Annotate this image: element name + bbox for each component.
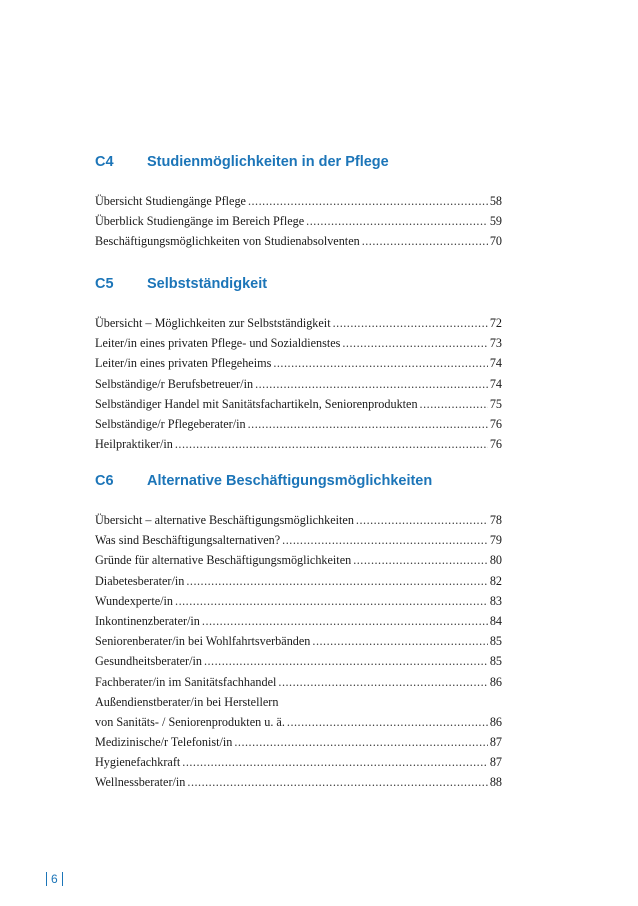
toc-entry — [95, 211, 502, 231]
toc-entry-title: Beschäftigungsmöglichkeiten von Studienabsolventen — [95, 234, 360, 249]
toc-entry-page: 59 — [489, 214, 502, 229]
toc-entry — [95, 752, 502, 772]
toc-entry — [95, 394, 502, 414]
dot-leader — [273, 353, 487, 373]
dot-leader — [186, 571, 487, 591]
toc-list — [95, 510, 502, 793]
section-code: C6 — [95, 473, 114, 489]
toc-entry-title-line: Außendienstberater/in bei Herstellern — [95, 694, 279, 709]
toc-entry-title: Was sind Beschäftigungsalternativen? — [95, 533, 281, 548]
page-number — [46, 872, 63, 886]
toc-entry — [95, 732, 502, 752]
toc-entry-title: Übersicht – alternative Beschäftigungsmöglichkeiten — [95, 513, 354, 527]
toc-entry-title: Selbständiger Handel mit Sanitätsfachartikeln, Seniorenprodukten — [95, 396, 418, 411]
toc-entry — [95, 191, 502, 211]
toc-entry-page: 86 — [489, 714, 502, 729]
toc-entry-page: 87 — [489, 755, 502, 770]
dot-leader — [342, 333, 487, 353]
toc-entry — [95, 550, 502, 570]
toc-entry-title: Übersicht – Möglichkeiten zur Selbstständigkeit — [95, 316, 331, 330]
toc-entry-title: Diabetesberater/in — [95, 573, 185, 588]
folio-bar-right — [62, 872, 63, 886]
toc-entry-title: Überblick Studiengänge im Bereich Pflege — [95, 214, 305, 229]
toc-entry — [95, 591, 502, 611]
toc-entry — [95, 611, 502, 631]
toc-entry-title: Heilpraktiker/in — [95, 437, 173, 452]
toc-entry-page: 76 — [489, 437, 502, 452]
toc-section-c6 — [95, 473, 502, 793]
toc-entry-page: 82 — [489, 573, 502, 588]
toc-entry-page: 78 — [489, 513, 502, 527]
toc-entry-title: Wellnessberater/in — [95, 775, 186, 790]
toc-entry-page: 75 — [489, 396, 502, 411]
section-heading — [95, 473, 502, 493]
toc-entry — [95, 571, 502, 591]
section-heading — [95, 154, 502, 174]
toc-entry-title: Leiter/in eines privaten Pflege- und Sozialdienstes — [95, 336, 341, 351]
toc-entry-page: 86 — [489, 674, 502, 689]
toc-entry — [95, 353, 502, 373]
dot-leader — [312, 631, 487, 651]
toc-entry-title: Fachberater/in im Sanitätsfachhandel — [95, 674, 277, 689]
dot-leader — [175, 591, 488, 611]
dot-leader — [182, 752, 488, 772]
toc-entry — [95, 530, 502, 550]
toc-entry-title: Seniorenberater/in bei Wohlfahrtsverbänden — [95, 634, 311, 649]
section-title: Studienmöglichkeiten in der Pflege — [147, 154, 389, 170]
dot-leader — [204, 651, 488, 671]
toc-entry-title: von Sanitäts- / Seniorenprodukten u. ä. — [95, 714, 285, 729]
toc-entry-page: 87 — [489, 735, 502, 750]
dot-leader — [333, 313, 488, 333]
toc-entry-page: 83 — [489, 593, 502, 608]
toc-entry — [95, 231, 502, 251]
toc-entry — [95, 772, 502, 792]
toc-entry-page: 58 — [489, 194, 502, 208]
toc-list — [95, 313, 502, 454]
toc-entry-page: 80 — [489, 553, 502, 568]
toc-entry-title: Übersicht Studiengänge Pflege — [95, 194, 246, 208]
dot-leader — [175, 434, 488, 454]
dot-leader — [420, 394, 488, 414]
toc-entry-page: 79 — [489, 533, 502, 548]
toc-entry-page: 76 — [489, 416, 502, 431]
page-number-value: 6 — [51, 872, 58, 886]
toc-entry-title: Leiter/in eines privaten Pflegeheims — [95, 356, 272, 371]
dot-leader — [248, 191, 488, 211]
dot-leader — [202, 611, 488, 631]
dot-leader — [362, 231, 488, 251]
dot-leader — [287, 712, 488, 732]
toc-entry — [95, 333, 502, 353]
toc-entry — [95, 510, 502, 530]
dot-leader — [255, 374, 488, 394]
toc-entry-title: Inkontinenzberater/in — [95, 613, 200, 628]
dot-leader — [234, 732, 487, 752]
toc-entry — [95, 414, 502, 434]
toc-entry-title: Medizinische/r Telefonist/in — [95, 735, 233, 750]
dot-leader — [282, 530, 488, 550]
toc-entry-page: 70 — [489, 234, 502, 249]
toc-entry-page: 72 — [489, 316, 502, 330]
section-code: C5 — [95, 276, 114, 292]
toc-entry-page: 85 — [489, 634, 502, 649]
dot-leader — [306, 211, 488, 231]
toc-entry-page: 84 — [489, 613, 502, 628]
section-title: Selbstständigkeit — [147, 276, 268, 292]
toc-entry — [95, 651, 502, 671]
toc-entry-page: 88 — [489, 775, 502, 790]
section-title: Alternative Beschäftigungsmöglichkeiten — [147, 473, 433, 489]
toc-entry-page: 85 — [489, 654, 502, 669]
dot-leader — [278, 672, 487, 692]
toc-entry — [95, 712, 502, 732]
toc-entry-title: Selbständige/r Berufsbetreuer/in — [95, 376, 254, 391]
toc-entry — [95, 313, 502, 333]
toc-entry-page: 73 — [489, 336, 502, 351]
toc-section-c5 — [95, 276, 502, 454]
dot-leader — [356, 510, 488, 530]
toc-entry-title: Gesundheitsberater/in — [95, 654, 202, 669]
toc-list — [95, 191, 502, 252]
toc-entry — [95, 631, 502, 651]
toc-entry-title: Wundexperte/in — [95, 593, 174, 608]
toc-section-c4 — [95, 154, 502, 252]
toc-entry-page: 74 — [489, 376, 502, 391]
dot-leader — [187, 772, 487, 792]
toc-entry-title: Hygienefachkraft — [95, 755, 181, 770]
toc-entry — [95, 672, 502, 692]
toc-entry-title: Gründe für alternative Beschäftigungsmöglichkeiten — [95, 553, 352, 568]
toc-entry-title: Selbständige/r Pflegeberater/in — [95, 416, 246, 431]
dot-leader — [248, 414, 488, 434]
section-code: C4 — [95, 154, 114, 170]
toc-entry-page: 74 — [489, 356, 502, 371]
toc-entry — [95, 434, 502, 454]
toc-entry — [95, 374, 502, 394]
dot-leader — [353, 550, 488, 570]
section-heading — [95, 276, 502, 296]
